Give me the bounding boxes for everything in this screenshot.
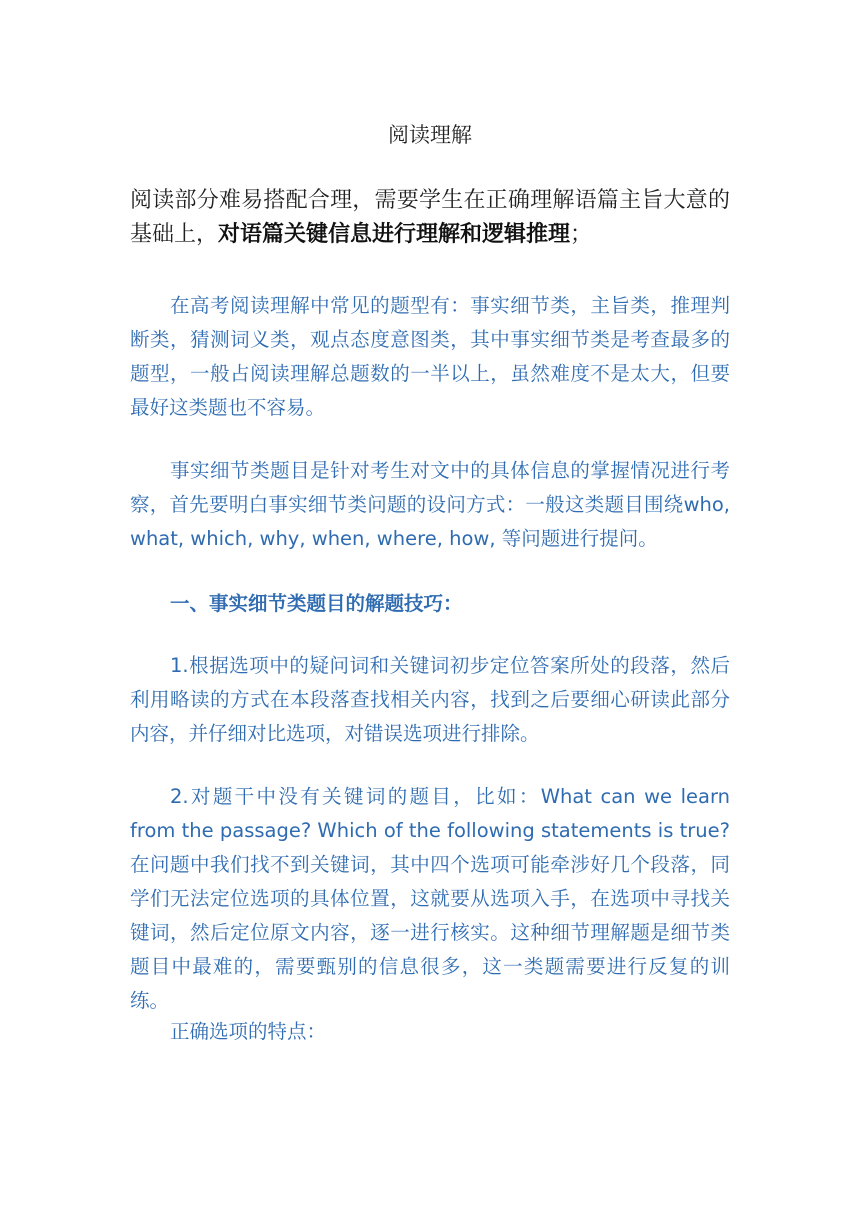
correct-option-features-label: 正确选项的特点： [170, 1020, 327, 1043]
question-types-paragraph: 在高考阅读理解中常见的题型有：事实细节类，主旨类，推理判断类，猜测词义类，观点态度意图类，其中事实细节类是考查最多的题型，一般占阅读理解总题数的一半以上，虽然难度不是太大，但要最好这类题也不容易。 [130, 294, 730, 419]
intro-text: 阅读部分难易搭配合理，需要学生在正确理解语篇主旨大意的基础上， [130, 188, 730, 247]
tip-1-paragraph: 1.根据选项中的疑问词和关键词初步定位答案所处的段落，然后利用略读的方式在本段落查找相关内容，找到之后要细心研读此部分内容，并仔细对比选项，对错误选项进行排除。 [130, 654, 730, 745]
intro-end-punctuation: ； [570, 222, 593, 247]
fact-detail-paragraph: 事实细节类题目是针对考生对文中的具体信息的掌握情况进行考察，首先要明白事实细节类问题的设问方式：一般这类题目围绕who, what, which, why, when, where, how, 等问题进行提问。 [130, 459, 730, 550]
document-title: 阅读理解 [388, 123, 472, 147]
intro-bold-text: 对语篇关键信息进行理解和逻辑推理 [218, 222, 571, 247]
tip-2-paragraph: 2.对题干中没有关键词的题目，比如：What can we learn from the passage? Which of the following statements is true? 在问题中我们找不到关键词，其中四个选项可能牵涉好几个段落，同学们无法定位选项的具体位置，这就要从选项入手，在选项中寻找关键词，然后定位原文内容，逐一进行核实。这种细节理解题是细节类题目中最难的，需要甄别的信息很多，这一类题需要进行反复的训练。 [130, 785, 730, 1012]
intro-paragraph [130, 184, 730, 252]
section-heading: 一、事实细节类题目的解题技巧： [170, 592, 463, 615]
